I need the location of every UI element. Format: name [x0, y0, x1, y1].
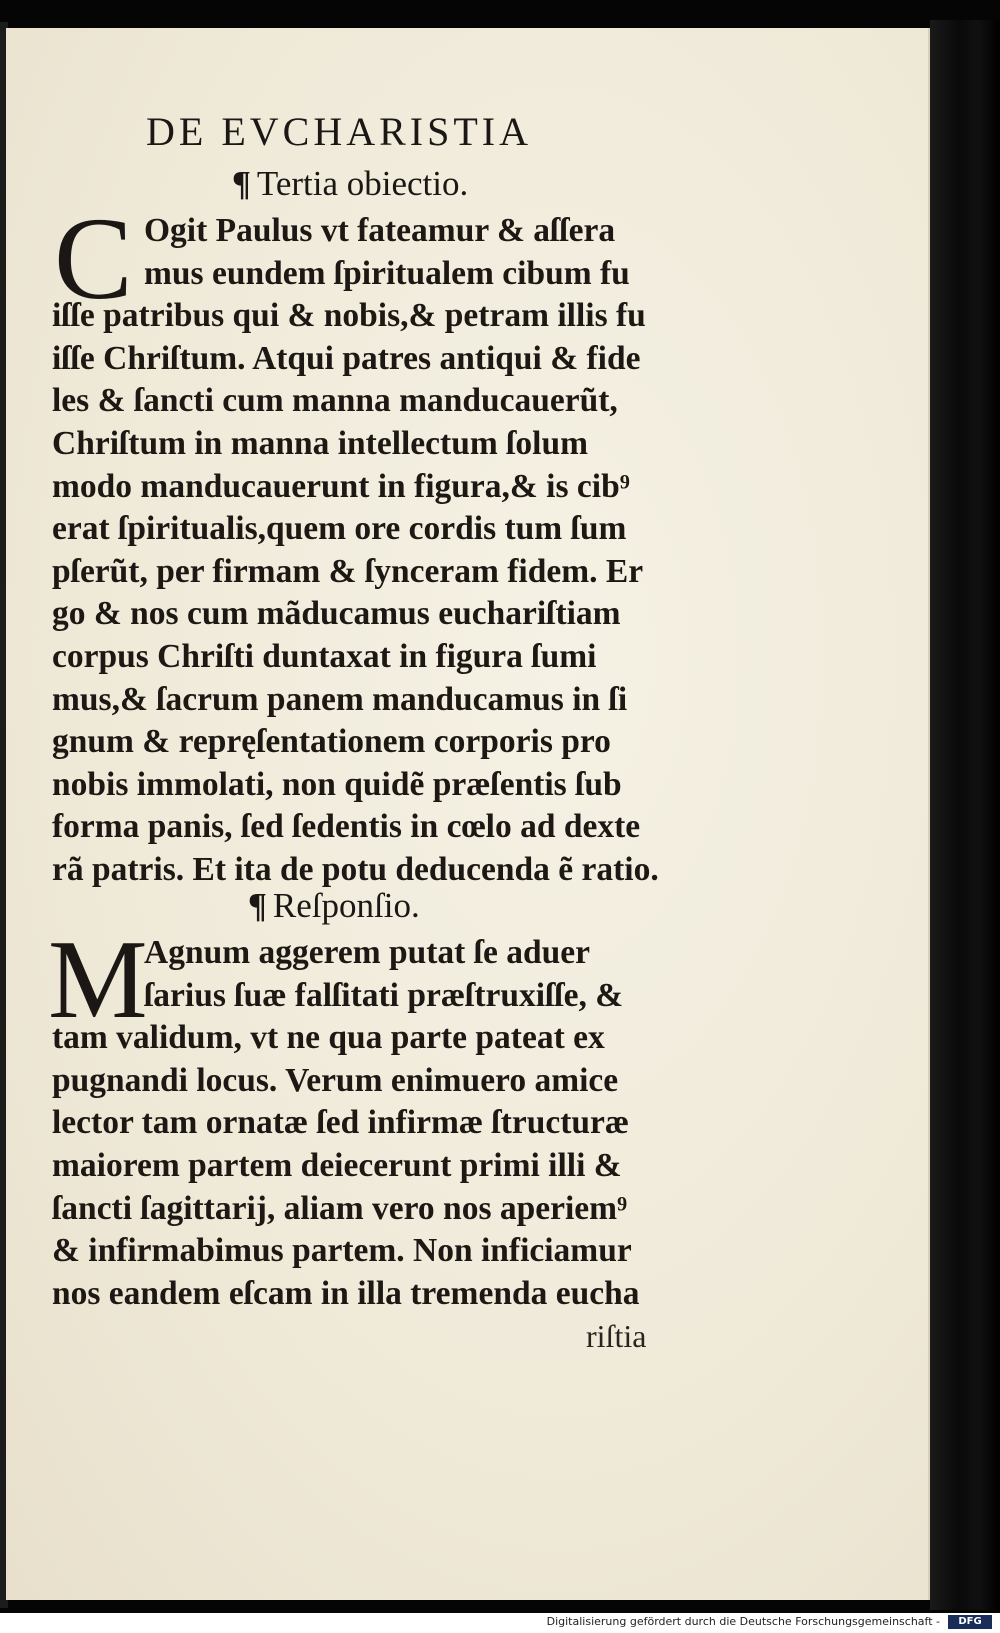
section-heading-objection — [232, 164, 468, 204]
text-line: rã patris. Et ita de potu deducenda ẽ ratio. — [52, 850, 659, 888]
text-line: nos eandem eſcam in illa tremenda eucha — [52, 1274, 640, 1312]
section-heading-response — [248, 886, 420, 926]
text-line: forma panis, ſed ſedentis in cœlo ad dexte — [52, 808, 641, 846]
text-line: erat ſpiritualis,quem ore cordis tum ſum — [52, 510, 627, 548]
text-line: lector tam ornatæ ſed infirmæ ſtructuræ — [52, 1104, 630, 1142]
dfg-logo[interactable]: DFG — [948, 1615, 992, 1629]
text-line: Chriſtum in manna intellectum ſolum — [52, 424, 589, 462]
text-line: maiorem partem deiecerunt primi illi & — [52, 1146, 622, 1184]
text-line: iſſe Chriſtum. Atqui patres antiqui & fide — [52, 339, 641, 377]
text-line: ſancti ſagittarij, aliam vero nos aperiem⁹ — [52, 1189, 628, 1227]
objection-text — [52, 210, 702, 892]
text-line: ſarius ſuæ falſitati præſtruxiſſe, & — [144, 976, 624, 1014]
text-line: nobis immolati, non quidẽ præſentis ſub — [52, 765, 622, 803]
book-page — [6, 28, 930, 1600]
funding-notice: Digitalisierung gefördert durch die Deutsche Forschungsgemeinschaft - — [546, 1615, 940, 1628]
text-line: pugnandi locus. Verum enimuero amice — [52, 1061, 619, 1099]
text-line: modo manducauerunt in figura,& is cib⁹ — [52, 467, 630, 505]
text-line: les & ſancti cum manna manducauerũt, — [52, 382, 618, 420]
objection-heading-text: Tertia obiectio. — [256, 164, 469, 203]
running-head: DE EVCHARISTIA — [146, 109, 532, 154]
text-line: tam validum, vt ne qua parte pateat ex — [52, 1019, 605, 1057]
footer-bar — [0, 1613, 1000, 1633]
response-text — [52, 932, 702, 1315]
response-heading-text: Reſponſio. — [272, 886, 420, 925]
catchword: riſtia — [586, 1318, 647, 1354]
text-line: gnum & repręſentationem corporis pro — [52, 723, 611, 761]
text-line: corpus Chriſti duntaxat in figura ſumi — [52, 637, 597, 675]
text-line: go & nos cum mãducamus euchariſtiam — [52, 595, 621, 633]
text-line: & infirmabimus partem. Non inficiamur — [52, 1232, 632, 1270]
book-spine-edge — [930, 20, 1000, 1610]
pilcrow-icon: ¶ — [232, 164, 251, 203]
text-line: mus,& ſacrum panem manducamus in ſi — [52, 680, 628, 718]
text-line: mus eundem ſpiritualem cibum fu — [144, 254, 630, 292]
drop-initial-m: M — [48, 918, 148, 1042]
text-line: pſerũt, per firmam & ſynceram fidem. Er — [52, 552, 644, 590]
pilcrow-icon: ¶ — [248, 886, 267, 925]
text-line: Agnum aggerem putat ſe aduer — [144, 934, 591, 971]
text-line: iſſe patribus qui & nobis,& petram illis fu — [52, 297, 646, 335]
text-line: Ogit Paulus vt fateamur & aſſera — [144, 212, 616, 249]
drop-initial-c: C — [54, 193, 133, 324]
